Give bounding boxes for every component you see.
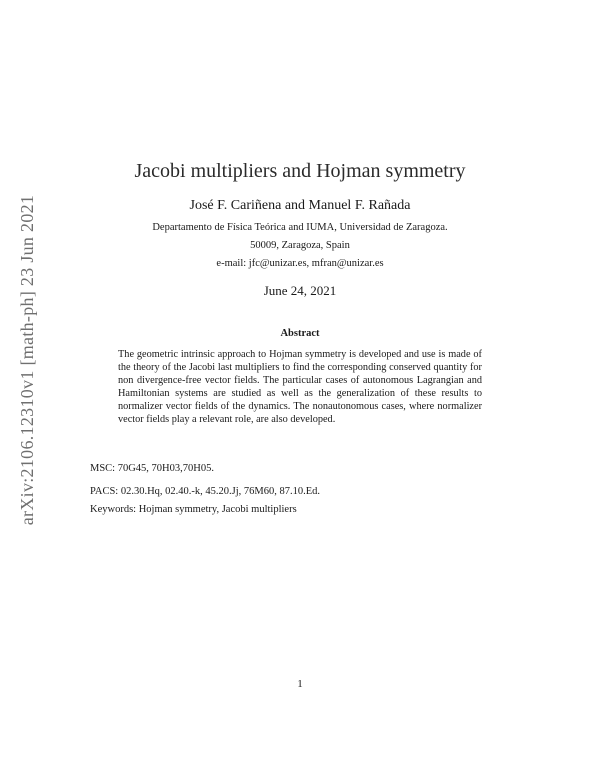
- arxiv-stamp: [12, 180, 42, 540]
- abstract-heading: Abstract: [280, 328, 320, 339]
- pacs-classification: PACS: 02.30.Hq, 02.40.-k, 45.20.Jj, 76M60, 87.10.Ed.: [90, 486, 321, 497]
- msc-classification: MSC: 70G45, 70H03,70H05.: [90, 463, 214, 474]
- paper-date: June 24, 2021: [263, 283, 337, 298]
- page-number: 1: [297, 678, 303, 690]
- paper-authors: José F. Cariñena and Manuel F. Rañada: [189, 198, 411, 213]
- keywords: Keywords: Hojman symmetry, Jacobi multipliers: [90, 504, 297, 515]
- arxiv-identifier: arXiv:2106.12310v1 [math-ph] 23 Jun 2021: [17, 194, 37, 526]
- affiliation-department: Departamento de Física Teórica and IUMA, Universidad de Zaragoza.: [152, 222, 448, 233]
- paper-title: Jacobi multipliers and Hojman symmetry: [134, 160, 466, 182]
- affiliation-address: 50009, Zaragoza, Spain: [250, 240, 350, 251]
- abstract-text: The geometric intrinsic approach to Hojman symmetry is developed and use is made of the theory of the Jacobi last multipliers to find the corresponding conserved quantity for non divergence-free vector fields. The particular cases of autonomous Lagrangian and Hamiltonian systems are studied as well as the generalization of these results to normalizer vector fields of the dynamics. The nonautonomous cases, where normalizer vector fields play a relevant role, are also developed.: [118, 349, 482, 425]
- affiliation-email: e-mail: jfc@unizar.es, mfran@unizar.es: [216, 258, 384, 269]
